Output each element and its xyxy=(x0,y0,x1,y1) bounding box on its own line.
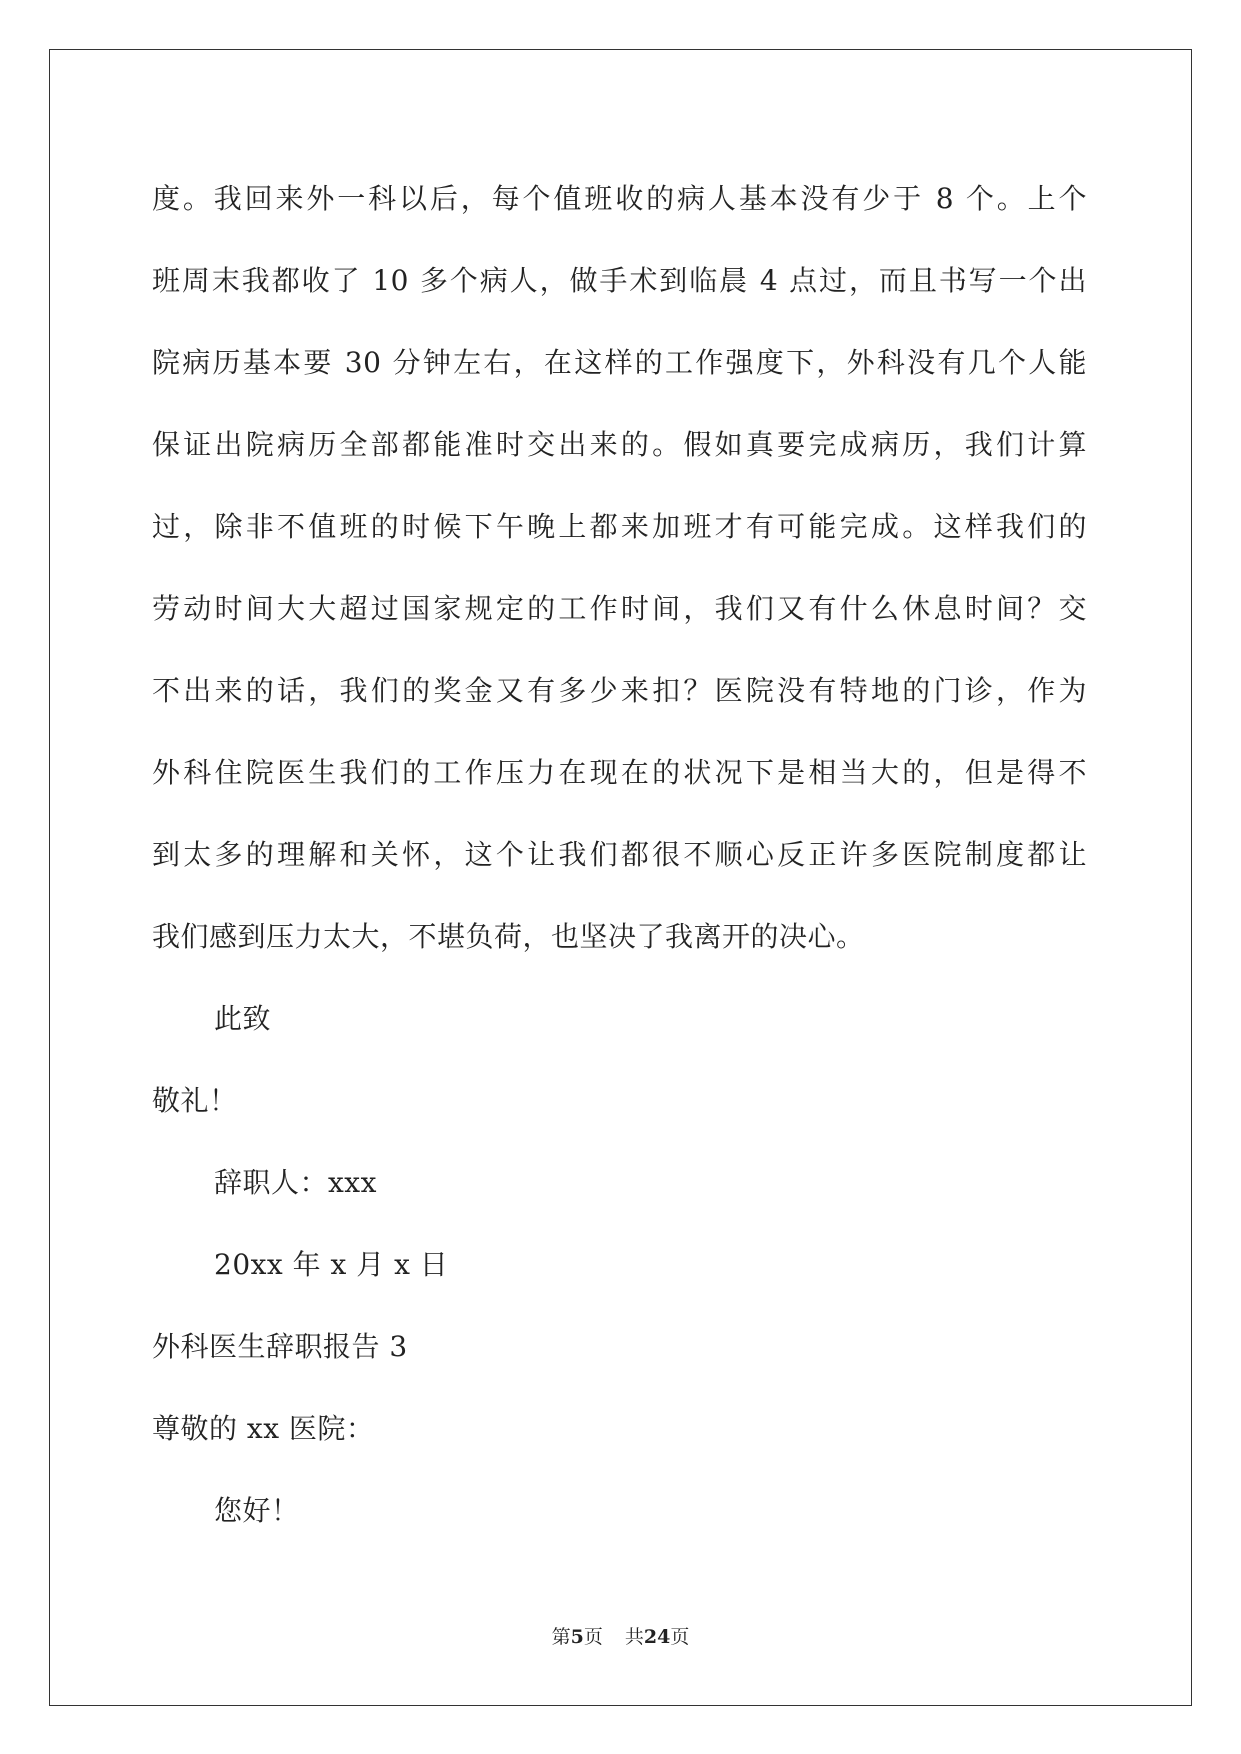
document-body xyxy=(152,158,1087,1552)
date-line: 20xx 年 x 月 x 日 xyxy=(214,1248,449,1281)
closing-cizhi: 此致 xyxy=(214,1002,272,1035)
signer-line: 辞职人：xxx xyxy=(214,1166,377,1199)
paragraph-line: 度。我回来外一科以后，每个值班收的病人基本没有少于 8 个。上个 xyxy=(152,182,1087,215)
footer-page-suffix: 页 xyxy=(583,1626,603,1648)
paragraph-line: 过，除非不值班的时候下午晚上都来加班才有可能完成。这样我们的 xyxy=(152,510,1087,543)
paragraph-line: 我们感到压力太大，不堪负荷，也坚决了我离开的决心。 xyxy=(152,920,865,953)
section-title: 外科医生辞职报告 3 xyxy=(152,1330,408,1363)
paragraph-line: 班周末我都收了 10 多个病人，做手术到临晨 4 点过，而且书写一个出 xyxy=(152,264,1087,297)
page-footer xyxy=(0,1622,1241,1649)
salutation: 尊敬的 xx 医院： xyxy=(152,1412,375,1445)
paragraph-line: 到太多的理解和关怀，这个让我们都很不顺心反正许多医院制度都让 xyxy=(152,838,1087,871)
footer-total-suffix: 页 xyxy=(670,1626,690,1648)
paragraph-line: 不出来的话，我们的奖金又有多少来扣？医院没有特地的门诊，作为 xyxy=(152,674,1087,707)
paragraph-line: 劳动时间大大超过国家规定的工作时间，我们又有什么休息时间？交 xyxy=(152,592,1087,625)
footer-total-prefix: 共 xyxy=(624,1626,644,1648)
current-page-number: 5 xyxy=(570,1626,584,1648)
footer-prefix: 第 xyxy=(551,1626,571,1648)
total-page-number: 24 xyxy=(643,1626,671,1648)
greeting: 您好！ xyxy=(214,1494,300,1527)
closing-jingli: 敬礼！ xyxy=(152,1084,238,1117)
paragraph-line: 保证出院病历全部都能准时交出来的。假如真要完成病历，我们计算 xyxy=(152,428,1087,461)
paragraph-line: 院病历基本要 30 分钟左右，在这样的工作强度下，外科没有几个人能 xyxy=(152,346,1087,379)
paragraph-line: 外科住院医生我们的工作压力在现在的状况下是相当大的，但是得不 xyxy=(152,756,1087,789)
